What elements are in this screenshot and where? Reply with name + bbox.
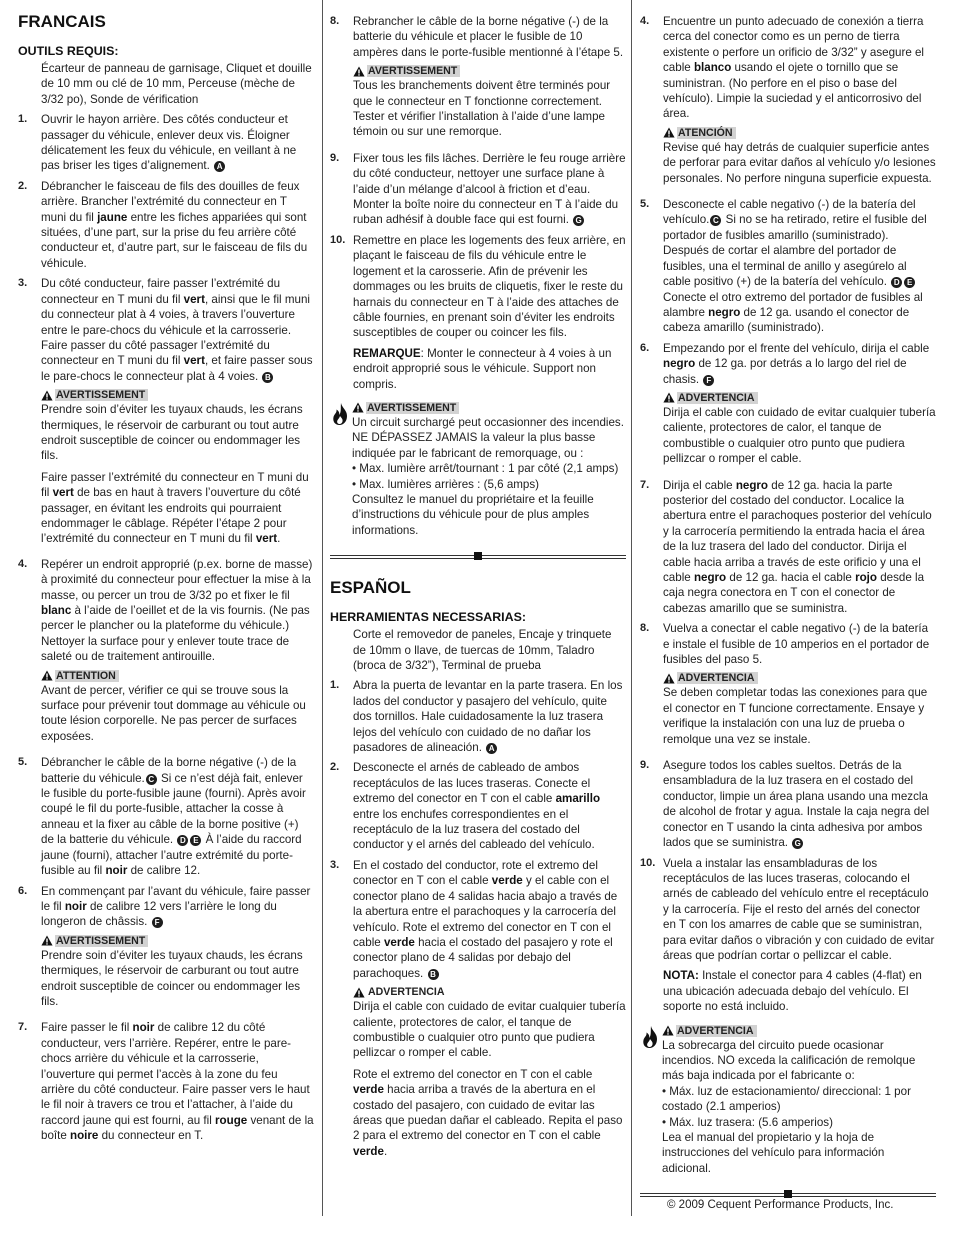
step-text: Débrancher le câble de la borne négative (-) de la batterie du véhicule. [41, 756, 297, 785]
step-text: . [277, 532, 281, 546]
step-text: de calibre 12 du côté conducteur, vers l’arrière. Repérer, entre le pare-chocs arrière du véhicule et la carrosserie, l’ouverture qui permet l’accès à la zone du feu arrière du côté conducteur. Faire passer vers le haut le fil noir à travers ce trou et l’attacher, à l’aide du raccord jaune qui est fourni, au fil [41, 1021, 310, 1127]
fr-step-6 [18, 884, 314, 1016]
step-text: Desconecte el arnés de cableado de ambos receptáculos de las luces traseras. Conecte el extremo del conector en T con el cable [353, 761, 591, 806]
step-text: du connecteur en T. [98, 1129, 204, 1143]
warning-text: Se deben completar todas las conexiones para que el conector en T funcione correctamente. Ensaye y verifique la instalación con una luz de prueba o remolque una vez se instale. [663, 686, 928, 746]
step-text: Dirija el cable [663, 478, 736, 492]
callout-b-icon: B [262, 372, 273, 383]
warning-text: Tous les branchements doivent être terminés pour que le connecteur en T fonctionne correctement. Tester et vérifier l’installation à l’aide d’une lampe témoin ou sur une remorque. [353, 79, 611, 139]
step-number: 6. [18, 884, 28, 897]
step-number: 9. [330, 151, 340, 164]
spanish-heading: ESPAÑOL [330, 578, 411, 598]
callout-e-icon: E [904, 277, 915, 288]
wire-color: noire [70, 1129, 99, 1143]
caution-label: ATENCIÓN [677, 127, 736, 139]
warning-triangle-icon [41, 390, 53, 401]
wire-color: negro [735, 478, 769, 492]
warning-line: NE DÉPASSEZ JAMAIS la valeur la plus basse indiquée par le fabricant de remorquage, ou : [352, 431, 596, 460]
caution-label: ATTENTION [55, 670, 119, 682]
spanish-tools-text: Corte el removedor de paneles, Encaje y trinquete de 10mm o llave, de tuercas de 10mm, Taladro (broca de 3/32”), Terminal de prueba [353, 628, 612, 672]
fr-step-9 [330, 151, 626, 228]
callout-c-icon: C [710, 215, 721, 226]
warning-triangle-icon [663, 392, 675, 403]
warning-line: La sobrecarga del circuito puede ocasionar incendios. NO exceda la calificación de remolque más baja indicada por el fabricante o: [662, 1038, 916, 1083]
fire-warning-icon [640, 1025, 660, 1051]
step-text: Du côté conducteur, faire passer l’extrémité du connecteur en T muni du fil [41, 277, 281, 306]
step-text: En el costado del conductor, rote el extremo del conector en T con el cable [353, 858, 598, 888]
fr-step-4 [18, 557, 314, 750]
french-heading: FRANCAIS [18, 12, 106, 31]
step-number: 1. [330, 679, 340, 692]
wire-color: verde [383, 935, 415, 949]
wire-color: rojo [855, 571, 877, 584]
step-text: En commençant par l’avant du véhicule, faire passer le fil [41, 884, 311, 913]
warning-label: ADVERTENCIA [368, 986, 445, 999]
step-number: 10. [330, 233, 346, 246]
step-text: Encuentre un punto adecuado de conexión a tierra cerca del conector como es un perno de tierra existente o perfore un orificio de 3/32” y asegure el cable [663, 15, 925, 75]
warning-line: Un circuit surchargé peut occasionner des incendies. [352, 415, 624, 429]
es-step-5 [640, 197, 936, 336]
callout-g-icon: G [573, 215, 584, 226]
step-text: Rote el extremo del conector en T con el cable [353, 1067, 593, 1081]
warning-line: • Máx. luz de estacionamiento/ direccional: 1 por costado (2.1 amperios) [662, 1084, 911, 1114]
es-fire-warning [640, 1025, 936, 1177]
warning-line: • Max. lumières arrières : (5,6 amps) [352, 477, 540, 491]
step-text: Asegure todos los cables sueltos. Detrás de la ensambladura de la luz trasera en el costado del conductor, limpie un área plana usando una mezcla de alcohol de frotar y agua. Instale la caja negra del conector en T usando la cinta adhesiva por ambos lados que se suministra. [663, 759, 930, 850]
step-text: Si ce n’est déjà fait, enlever le fusible du porte-fusible jaune (fourni). Après avoir coupé le fil du porte-fusible, attacher la cosse à anneau et la fixer au câble de la borne positive (+) de la batterie du véhicule. [41, 771, 306, 847]
wire-color: verde [491, 874, 523, 888]
section-divider [330, 548, 626, 568]
step-text: Repérer un endroit approprié (p.ex. borne de masse) à proximité du connecteur pour effectuer la mise à la masse, ou percer un trou de 3/32 po et fixer le fil [41, 557, 313, 602]
wire-color: vert [183, 292, 205, 306]
warning-block [41, 389, 314, 464]
warning-label: AVERTISSEMENT [366, 402, 459, 414]
warning-line: • Max. lumière arrêt/tournant : 1 par côté (2,1 amps) [352, 462, 619, 476]
warning-triangle-icon [663, 127, 675, 138]
note-label: NOTA: [663, 969, 699, 983]
es-step-7 [640, 478, 936, 617]
step-text: de 12 ga. hacia la parte posterior del costado del conductor. Localice la abertura entre el parachoques posterior del vehículo y la carrocería permitiendo la entrada hacia el área de la luz trasera del lado del conductor. Dirija el cable hacia arriba a través de este orificio y una el cable [663, 478, 932, 584]
warning-triangle-icon [41, 670, 53, 681]
fr-step-3 [18, 276, 314, 552]
warning-label: ADVERTENCIA [677, 672, 758, 684]
fr-step-1 [18, 112, 314, 174]
step-number: 3. [18, 277, 28, 290]
step-number: 9. [640, 759, 650, 772]
warning-triangle-icon [41, 935, 53, 946]
caution-text: Revise qué hay detrás de cualquier superficie antes de perforar para evitar daños al vehículo y/o lesiones personales. No perfore ninguna superficie expuesta. [663, 140, 936, 185]
french-tools-text: Écarteur de panneau de garnisage, Cliquet et douille de 10 mm ou clé de 10 mm, Perceuse (mèche de 3/32 po), Sonde de vérification [41, 62, 312, 106]
caution-text: Avant de percer, vérifier ce qui se trouve sous la surface pour prévenir tout dommage au véhicule ou toute lésion corporelle. Ne pas percer de surfaces exposées. [41, 683, 306, 743]
warning-triangle-icon [352, 402, 364, 413]
step-number: 2. [330, 761, 340, 774]
step-text: Vuela a instalar las ensambladuras de los receptáculos de las luces traseras, colocando el arnés de cableado del vehículo entre el receptáculo y la carrocería. Fije el resto del arnés del conector en T con los amarres de cable que se suministran, para evitar daños o vibración y con cuidado de evitar áreas que podrían cortar o pellizcar el cable. [663, 856, 935, 962]
step-text: venant de la boîte [41, 1113, 314, 1143]
callout-b-icon: B [428, 969, 439, 980]
wire-color: vert [183, 354, 205, 368]
note-label: REMARQUE [353, 346, 421, 360]
warning-line: Lea el manual del propietario y la hoja de instrucciones del vehículo para información adicional. [662, 1131, 885, 1175]
step-text: de calibre 12 vers l’arrière le long du longeron de châssis. [41, 899, 277, 929]
callout-f-icon: F [703, 375, 714, 386]
callout-a-icon: A [214, 161, 225, 172]
callout-g-icon: G [792, 838, 803, 849]
caution-block [663, 127, 936, 186]
es-step-9 [640, 758, 936, 850]
step-text: de 12 ga. hacia el cable [726, 571, 856, 584]
step-number: 2. [18, 179, 28, 192]
warning-block [41, 935, 314, 1010]
warning-label: AVERTISSEMENT [367, 65, 460, 77]
step-number: 4. [18, 557, 28, 570]
wire-color: jaune [97, 210, 128, 224]
wire-color: blanc [41, 604, 72, 617]
caution-block [41, 670, 314, 745]
wire-color: negro [663, 357, 696, 371]
step-text: Empezando por el frente del vehículo, dirija el cable [663, 341, 930, 355]
wire-color: verde [353, 1083, 384, 1097]
warning-label: ADVERTENCIA [676, 1025, 757, 1037]
es-step-10 [640, 856, 936, 1020]
step-text: de 12 ga. usando el conector de cabeza amarillo (suministrado). [663, 305, 910, 335]
step-text: Si no se ha retirado, retire el fusible del portador de fusibles amarillo (suministrado). Después de cortar el alambre del portador de fusibles, una el terminal de anillo y asegúrelo al cable positivo (+) de la batería del vehículo. [663, 213, 927, 289]
warning-label: ADVERTENCIA [677, 392, 758, 404]
step-text: de 12 ga. por detrás a lo largo del riel de chasis. [663, 357, 907, 386]
fr-step-8 [330, 14, 626, 146]
warning-block [353, 65, 626, 140]
wire-color: noir [64, 899, 87, 913]
es-step-1 [330, 678, 626, 755]
warning-label: AVERTISSEMENT [55, 935, 148, 947]
step-number: 10. [640, 856, 656, 869]
fire-warning-icon [330, 402, 350, 428]
step-number: 8. [330, 15, 340, 27]
warning-triangle-icon [353, 66, 365, 77]
wire-color: noir [105, 864, 128, 878]
wire-color: rouge [215, 1113, 248, 1127]
callout-f-icon: F [152, 917, 163, 928]
step-text: Abra la puerta de levantar en la parte trasera. En los lados del conductor y pasajero del vehículo, quite dos tornillos. Hale cuidadosamente la luz trasera lejos del vehículo con cuidado de no dañar los pasadores de alineación. [353, 679, 623, 755]
step-text: Fixer tous les fils lâches. Derrière le feu rouge arrière du côté conducteur, nettoyer une surface plane à l’aide d’un mélange d’alcool à friction et d’eau. Monter la boîte noire du connecteur en T à l’aide du ruban adhésif à double face qui est fourni. [353, 151, 626, 227]
step-number: 5. [18, 756, 28, 769]
note-text: : Monter le connecteur à 4 voies à un endroit approprié sous le véhicule. Support non compris. [353, 346, 612, 391]
callout-c-icon: C [146, 774, 157, 785]
step-text: usando el ojete o tornillo que se suministran. (No perfore en el piso o base del vehículo). Limpie la suciedad y el anticorrosivo del área. [663, 61, 922, 121]
step-text: desde la caja negra conectora en T con el conector de cabezas amarillo que se suministra. [663, 571, 925, 615]
step-text: de calibre 12. [127, 864, 201, 878]
es-step-3 [330, 858, 626, 1164]
step-text: entre los enchufes correspondientes en el receptáculo de la luz trasera del costado del conductor y el arnés del cableado del vehículo. [353, 807, 595, 852]
spanish-tools-heading: HERRAMIENTAS NECESSARIAS: [330, 610, 526, 625]
step-number: 6. [640, 341, 650, 354]
es-step-6 [640, 341, 936, 473]
callout-d-icon: D [177, 835, 188, 846]
warning-block [663, 672, 936, 747]
warning-text: Prendre soin d’éviter les tuyaux chauds, les écrans thermiques, le réservoir de carburant ou tout autre endroit susceptible de coincer ou endommager les fils. [41, 948, 303, 1008]
step-text: Faire passer l’extrémité du connecteur en T muni du fil [41, 470, 309, 500]
warning-triangle-icon [663, 673, 675, 684]
wire-color: verde [353, 1144, 384, 1158]
fr-fire-warning [330, 402, 626, 538]
step-text: Rebrancher le câble de la borne négative (-) de la batterie du véhicule et placer le fusible de 10 ampères dans le porte-fusible mentionné à l’étape 5. [353, 15, 624, 59]
step-text: y el cable con el conector plano de 4 salidas hacia abajo a través de la abertura entre el parachoques y la carrocería del vehículo. Rote el extremo del conector en T con el cable [353, 874, 618, 949]
callout-e-icon: E [190, 835, 201, 846]
wire-color: amarillo [555, 792, 601, 806]
step-text: de bas en haut à travers l’ouverture du côté passager, en évitant les endroits qui pourraient endommager le câblage. Répéter l’étape 2 pour l’extrémité du connecteur en T muni du fil [41, 486, 301, 546]
step-text: entre les fiches appariées qui sont situées, d’une part, sur la prise du feu arrière côté conducteur et, d’autre part, sur le faisceau de fils du véhicule. [41, 210, 308, 270]
step-number: 4. [640, 15, 650, 27]
wire-color: negro [693, 571, 727, 584]
step-text: Faire passer le fil [41, 1021, 133, 1035]
step-text: Débrancher le faisceau de fils des douilles de feux arrière. Brancher l’extrémité du connecteur en T muni du fil [41, 179, 300, 224]
step-number: 7. [640, 478, 650, 491]
step-number: 7. [18, 1021, 28, 1034]
step-number: 5. [640, 198, 650, 211]
fr-step-5 [18, 755, 314, 878]
column-french-spanish [322, 0, 631, 1216]
wire-color: vert [255, 532, 278, 546]
fr-step-7 [18, 1020, 314, 1143]
warning-block [663, 392, 936, 467]
warning-triangle-icon [662, 1025, 674, 1036]
step-text: hacia el costado del pasajero y rote el conector plano de 4 salidas por debajo del parachoques. [353, 935, 613, 980]
warning-block [353, 986, 626, 1061]
step-text: Vuelva a conectar el cable negativo (-) de la batería e instale el fusible de 10 amperios en el portador de fusibles del paso 5. [663, 622, 930, 667]
step-text: Conecte el otro extremo del portador de fusibles al alambre [663, 290, 923, 319]
step-text: hacia arriba a través de la abertura en el costado del pasajero, con cuidado de evitar las áreas que puedan dañar el cableado. Repita el paso 2 para el extremo del conector en T con el cable [353, 1083, 623, 1143]
es-step-2 [330, 760, 626, 852]
step-text: à l’aide de l’oeillet et de la vis fournis. (Ne pas percer le plancher ou la plateforme du véhicule.) Nettoyer la surface pour y enlever toute trace de saleté ou de traitement antirouille. [41, 604, 310, 664]
step-text: . [383, 1144, 388, 1158]
warning-text: Dirija el cable con cuidado de evitar cualquier tubería caliente, protectores de calor, el tanque de combustible o cualquier otro punto que pudiera pellizcar o romper el cable. [663, 405, 936, 466]
step-number: 8. [640, 622, 650, 635]
es-step-8 [640, 621, 936, 753]
warning-line: Consultez le manuel du propriétaire et la feuille d’instructions du véhicule pour de plus amples informations. [352, 492, 594, 537]
warning-triangle-icon [353, 987, 365, 998]
fr-step-10 [330, 233, 626, 397]
step-text: Ouvrir le hayon arrière. Des côtés conducteur et passager du véhicule, enlever deux vis. Éloigner délicatement les feux du véhicule, en veillant à ne pas briser les tiges d’alignement. [41, 113, 297, 173]
step-text: Remettre en place les logements des feux arrière, en plaçant le faisceau de fils du véhicule entre le logement et la carosserie. Afin de prévenir les dommages ou les bruits de cliquetis, fixer le reste du harnais du connecteur en T à l’aide des attaches de câble fournies, en prenant soin d’éviter les endroits susceptibles de couper ou coincer les fils. [353, 233, 626, 340]
warning-label: AVERTISSEMENT [55, 389, 148, 401]
callout-d-icon: D [891, 277, 902, 288]
step-text: , ainsi que le fil muni du connecteur plat à 4 voies, à travers l’ouverture entre le pare-chocs du véhicule et la carrosserie. Faire passer du côté passager l’extrémité du connecteur en T muni du fil [41, 292, 310, 368]
column-french-1 [0, 0, 322, 1216]
fr-step-2 [18, 179, 314, 271]
note-text: Instale el conector para 4 cables (4-flat) en una ubicación adecuada debajo del vehículo. El soporte no está incluido. [663, 969, 922, 1014]
wire-color: vert [52, 486, 74, 500]
copyright-text: © 2009 Cequent Performance Products, Inc. [667, 1199, 894, 1211]
french-tools-heading: OUTILS REQUIS: [18, 44, 119, 58]
step-text: , et faire passer sous le pare-chocs le connecteur plat à 4 voies. [41, 354, 313, 383]
warning-line: • Máx. luz trasera: (5.6 amperios) [662, 1115, 833, 1129]
step-text: Desconecte el cable negativo (-) de la batería del vehículo. [663, 198, 916, 227]
step-text: À l’aide du raccord jaune (fourni), attacher l’autre extrémité du porte-fusible au fil [41, 833, 302, 878]
wire-color: blanco [693, 61, 732, 75]
wire-color: negro [708, 305, 741, 319]
es-step-4 [640, 14, 936, 192]
step-number: 1. [18, 113, 28, 126]
column-spanish-2 [631, 0, 954, 1216]
wire-color: noir [132, 1021, 155, 1035]
warning-text: Dirija el cable con cuidado de evitar cualquier tubería caliente, protectores de calor, el tanque de combustible o cualquier otro punto que pudiera pellizcar o romper el cable. [353, 1000, 626, 1060]
step-number: 3. [330, 858, 340, 871]
warning-text: Prendre soin d’éviter les tuyaux chauds, les écrans thermiques, le réservoir de carburant ou tout autre endroit susceptible de coincer ou endommager les fils. [41, 403, 303, 463]
callout-a-icon: A [486, 743, 497, 754]
